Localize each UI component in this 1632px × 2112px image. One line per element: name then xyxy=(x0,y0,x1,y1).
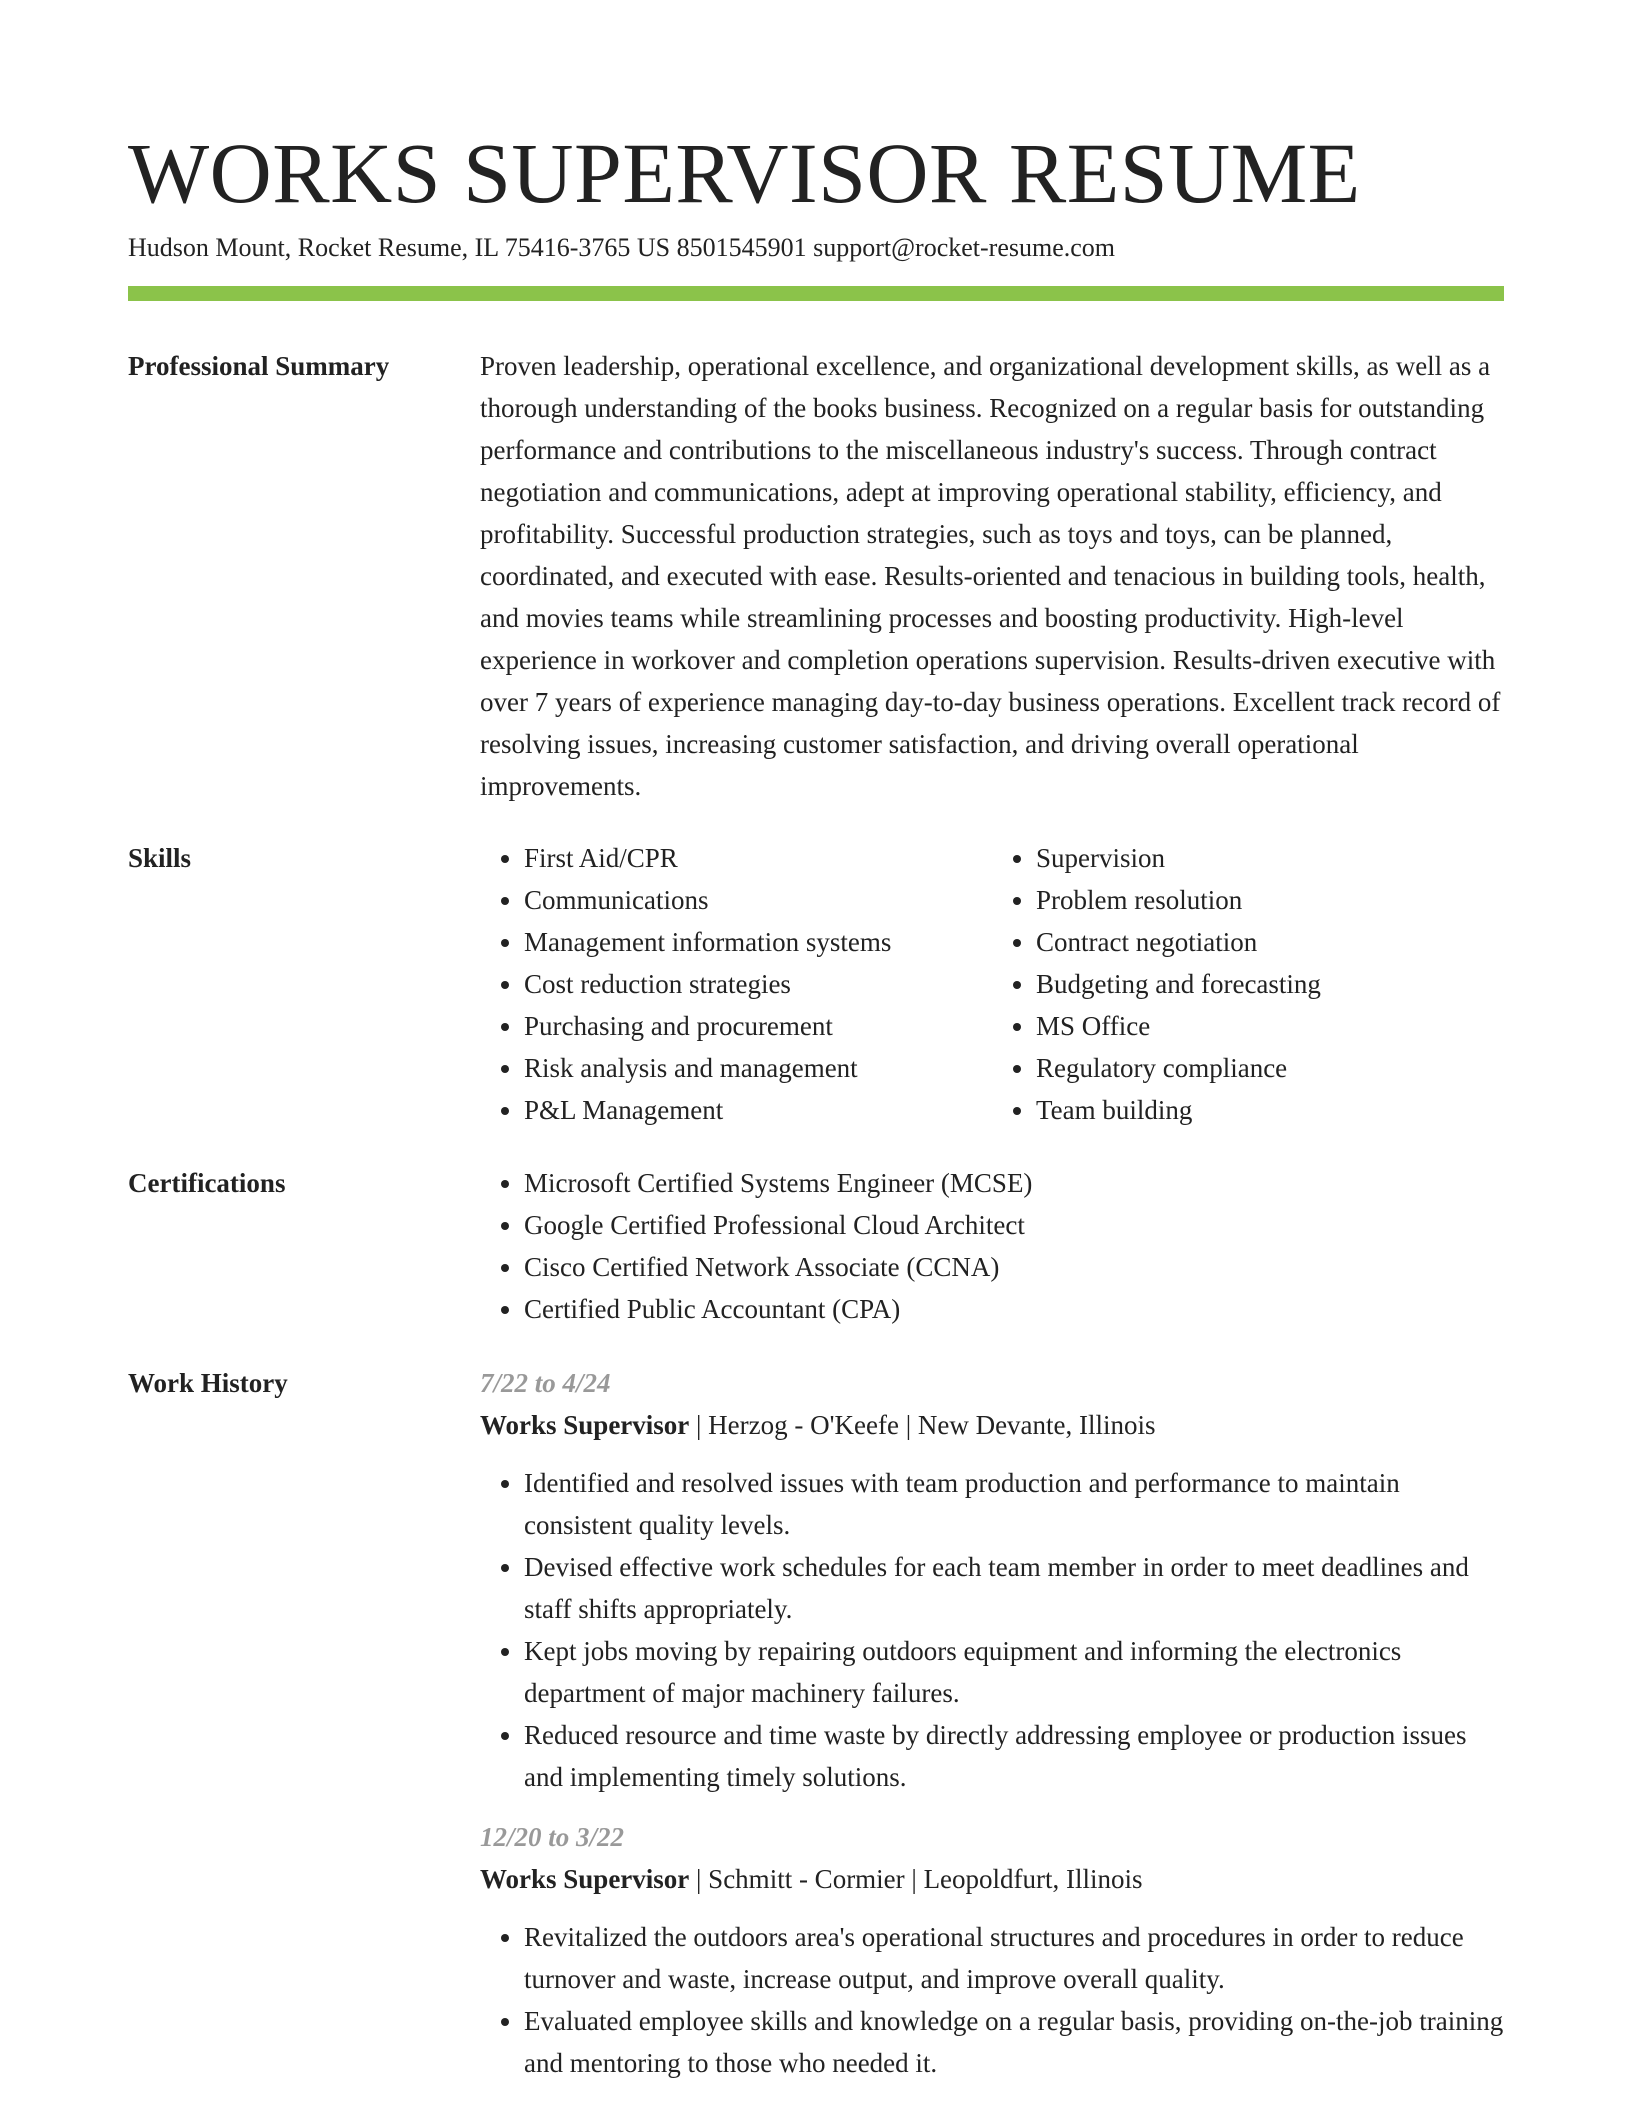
skill-item: • Risk analysis and management xyxy=(524,1047,992,1089)
skill-item: • Purchasing and procurement xyxy=(524,1005,992,1047)
skill-item: • Cost reduction strategies xyxy=(524,963,992,1005)
summary-text: Proven leadership, operational excellence, and organizational development skills, as well as a thorough understanding of the books business. Recognized on a regular basis for outstanding performance and contributions to the miscellaneous industry's success. Through contract negotiation and communications, adept at improving operational stability, efficiency, and profitability. Successful production strategies, such as toys and toys, can be planned, coordinated, and executed with ease. Results-oriented and tenacious in building tools, health, and movies teams while streamlining processes and boosting productivity. High-level experience in workover and completion operations supervision. Results-driven executive with over 7 years of experience managing day-to-day business operations. Excellent track record of resolving issues, increasing customer satisfaction, and driving overall operational improvements. xyxy=(480,351,1501,801)
work-history-label: Work History xyxy=(128,1368,288,1398)
contact-line: Hudson Mount, Rocket Resume, IL 75416-3765 US 8501545901 support@rocket-resume.com xyxy=(128,233,1116,262)
certification-item: • Google Certified Professional Cloud Architect xyxy=(524,1204,1504,1246)
skills-column-1 xyxy=(480,837,992,1131)
skill-item: • Problem resolution xyxy=(1036,879,1504,921)
skills-column-2 xyxy=(992,837,1504,1131)
job-details: | Schmitt - Cormier | Leopoldfurt, Illinois xyxy=(689,1864,1143,1894)
certifications-body xyxy=(480,1162,1504,1330)
job-entry xyxy=(480,1362,1504,1798)
job-bullets xyxy=(480,1916,1504,2084)
skill-item: • Budgeting and forecasting xyxy=(1036,963,1504,1005)
skill-item: • P&L Management xyxy=(524,1089,992,1131)
job-bullet: • Kept jobs moving by repairing outdoors equipment and informing the electronics department of major machinery failures. xyxy=(524,1630,1504,1714)
certifications-label: Certifications xyxy=(128,1168,286,1198)
certification-item: • Microsoft Certified Systems Engineer (MCSE) xyxy=(524,1162,1504,1204)
job-title: Works Supervisor xyxy=(480,1864,690,1894)
job-bullet: • Evaluated employee skills and knowledge on a regular basis, providing on-the-job training and mentoring to those who needed it. xyxy=(524,2000,1504,2084)
certification-item: • Certified Public Accountant (CPA) xyxy=(524,1288,1504,1330)
skill-item: • Supervision xyxy=(1036,837,1504,879)
skill-item: • Team building xyxy=(1036,1089,1504,1131)
job-dates: 12/20 to 3/22 xyxy=(480,1822,625,1852)
job-heading xyxy=(480,1404,1504,1446)
skill-item: • First Aid/CPR xyxy=(524,837,992,879)
accent-divider xyxy=(128,286,1504,301)
job-bullet: • Revitalized the outdoors area's operational structures and procedures in order to reduce turnover and waste, increase output, and improve overall quality. xyxy=(524,1916,1504,2000)
job-details: | Herzog - O'Keefe | New Devante, Illinois xyxy=(689,1410,1156,1440)
job-dates: 7/22 to 4/24 xyxy=(480,1368,611,1398)
certifications-list xyxy=(480,1162,1504,1330)
job-bullet: • Devised effective work schedules for each team member in order to meet deadlines and staff shifts appropriately. xyxy=(524,1546,1504,1630)
job-bullets xyxy=(480,1462,1504,1798)
skills-grid xyxy=(480,837,1504,1131)
job-bullet: • Identified and resolved issues with team production and performance to maintain consistent quality levels. xyxy=(524,1462,1504,1546)
skill-item: • MS Office xyxy=(1036,1005,1504,1047)
certification-item: • Cisco Certified Network Associate (CCNA) xyxy=(524,1246,1504,1288)
work-history-body xyxy=(480,1362,1504,2084)
skill-item: • Communications xyxy=(524,879,992,921)
job-title: Works Supervisor xyxy=(480,1410,690,1440)
summary-label: Professional Summary xyxy=(128,351,390,381)
skill-item: • Management information systems xyxy=(524,921,992,963)
skill-item: • Contract negotiation xyxy=(1036,921,1504,963)
skills-label: Skills xyxy=(128,843,192,873)
summary-body xyxy=(480,345,1504,807)
job-bullet: • Reduced resource and time waste by directly addressing employee or production issues and implementing timely solutions. xyxy=(524,1714,1504,1798)
resume-title: WORKS SUPERVISOR RESUME xyxy=(128,125,1361,221)
skills-body xyxy=(480,837,1504,1131)
job-heading xyxy=(480,1858,1504,1900)
skill-item: • Regulatory compliance xyxy=(1036,1047,1504,1089)
job-entry xyxy=(480,1816,1504,2084)
